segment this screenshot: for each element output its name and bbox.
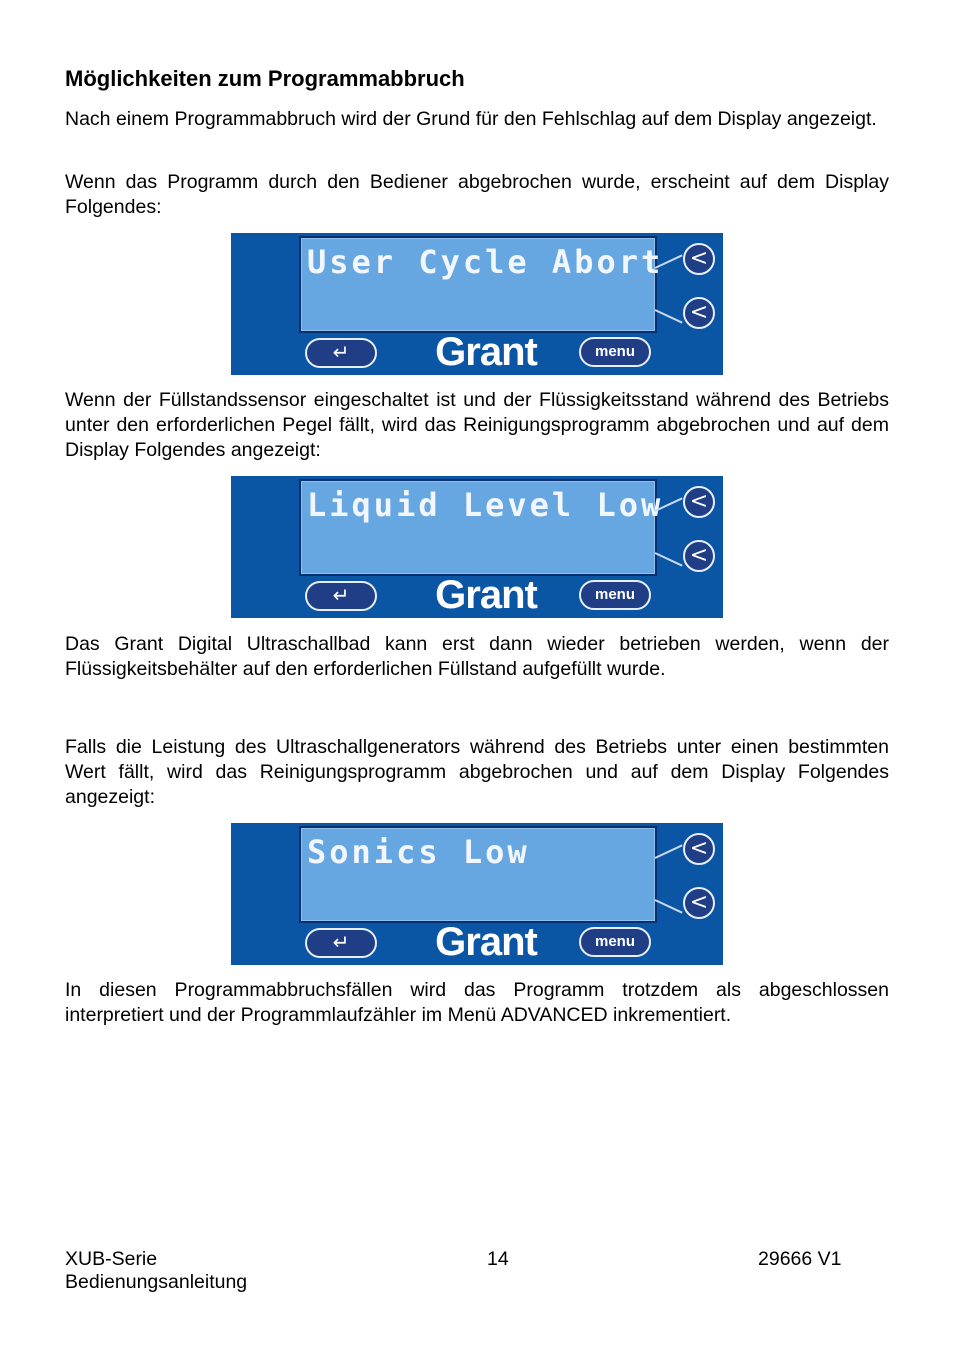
footer-doc-type: Bedienungsanleitung [65, 1271, 248, 1293]
footer-left [65, 1248, 247, 1294]
lcd-text: User Cycle Abort [307, 243, 664, 281]
lcd-screen [299, 236, 664, 333]
enter-button[interactable] [305, 581, 377, 611]
paragraph-intro: Nach einem Programmabbruch wird der Grund für den Fehlschlag auf dem Display angezeigt. [65, 108, 877, 130]
side-button-lower[interactable]: < [683, 540, 715, 572]
brand-logo: Grant [435, 330, 537, 374]
side-button-upper[interactable]: < [683, 243, 715, 275]
footer-page-number: 14 [487, 1248, 509, 1270]
lcd-text: Liquid Level Low [307, 486, 664, 524]
menu-button[interactable]: menu [579, 927, 651, 957]
display-panel-liquid-level-low [231, 476, 723, 618]
connector-line [655, 844, 683, 858]
paragraph-refill-note: Das Grant Digital Ultraschallbad kann erst dann wieder betrieben werden, wenn der Flüssigkeitsbehälter auf den erforderlichen Füllstand aufgefüllt wurde. [65, 633, 889, 680]
enter-icon: ↵ [332, 340, 350, 364]
side-button-lower[interactable]: < [683, 297, 715, 329]
side-button-lower[interactable]: < [683, 887, 715, 919]
menu-button[interactable]: menu [579, 580, 651, 610]
footer-series: XUB-Serie [65, 1248, 158, 1270]
menu-button[interactable]: menu [579, 337, 651, 367]
enter-icon: ↵ [332, 583, 350, 607]
footer-doc-id: 29666 V1 [758, 1248, 842, 1270]
paragraph-conclusion: In diesen Programmabbruchsfällen wird das Programm trotzdem als abgeschlossen interpretiert und der Programmlaufzähler im Menü ADVANCED inkrementiert. [65, 979, 889, 1026]
enter-button[interactable] [305, 928, 377, 958]
lcd-screen [299, 826, 657, 923]
paragraph-sonics: Falls die Leistung des Ultraschallgenerators während des Betriebs unter einen bestimmten Wert fällt, wird das Reinigungsprogramm abgebrochen und auf dem Display Folgendes angezeigt: [65, 736, 889, 808]
enter-button[interactable] [305, 338, 377, 368]
paragraph-user-abort: Wenn das Programm durch den Bediener abgebrochen wurde, erscheint auf dem Display Folgendes: [65, 171, 889, 218]
connector-line [655, 309, 683, 323]
display-panel-user-cycle-abort [231, 233, 723, 375]
connector-line [655, 899, 683, 913]
side-button-upper[interactable]: < [683, 486, 715, 518]
side-button-upper[interactable]: < [683, 833, 715, 865]
lcd-screen [299, 479, 664, 576]
section-heading: Möglichkeiten zum Programmabbruch [65, 66, 465, 91]
paragraph-liquid-level: Wenn der Füllstandssensor eingeschaltet ist und der Flüssigkeitsstand während des Betriebs unter den erforderlichen Pegel fällt, wird das Reinigungsprogramm abgebrochen und auf dem Display Folgendes angezeigt: [65, 389, 889, 461]
display-panel-sonics-low [231, 823, 723, 965]
brand-logo: Grant [435, 573, 537, 617]
lcd-text: Sonics Low [307, 833, 530, 871]
connector-line [655, 552, 683, 566]
enter-icon: ↵ [332, 930, 350, 954]
brand-logo: Grant [435, 920, 537, 964]
